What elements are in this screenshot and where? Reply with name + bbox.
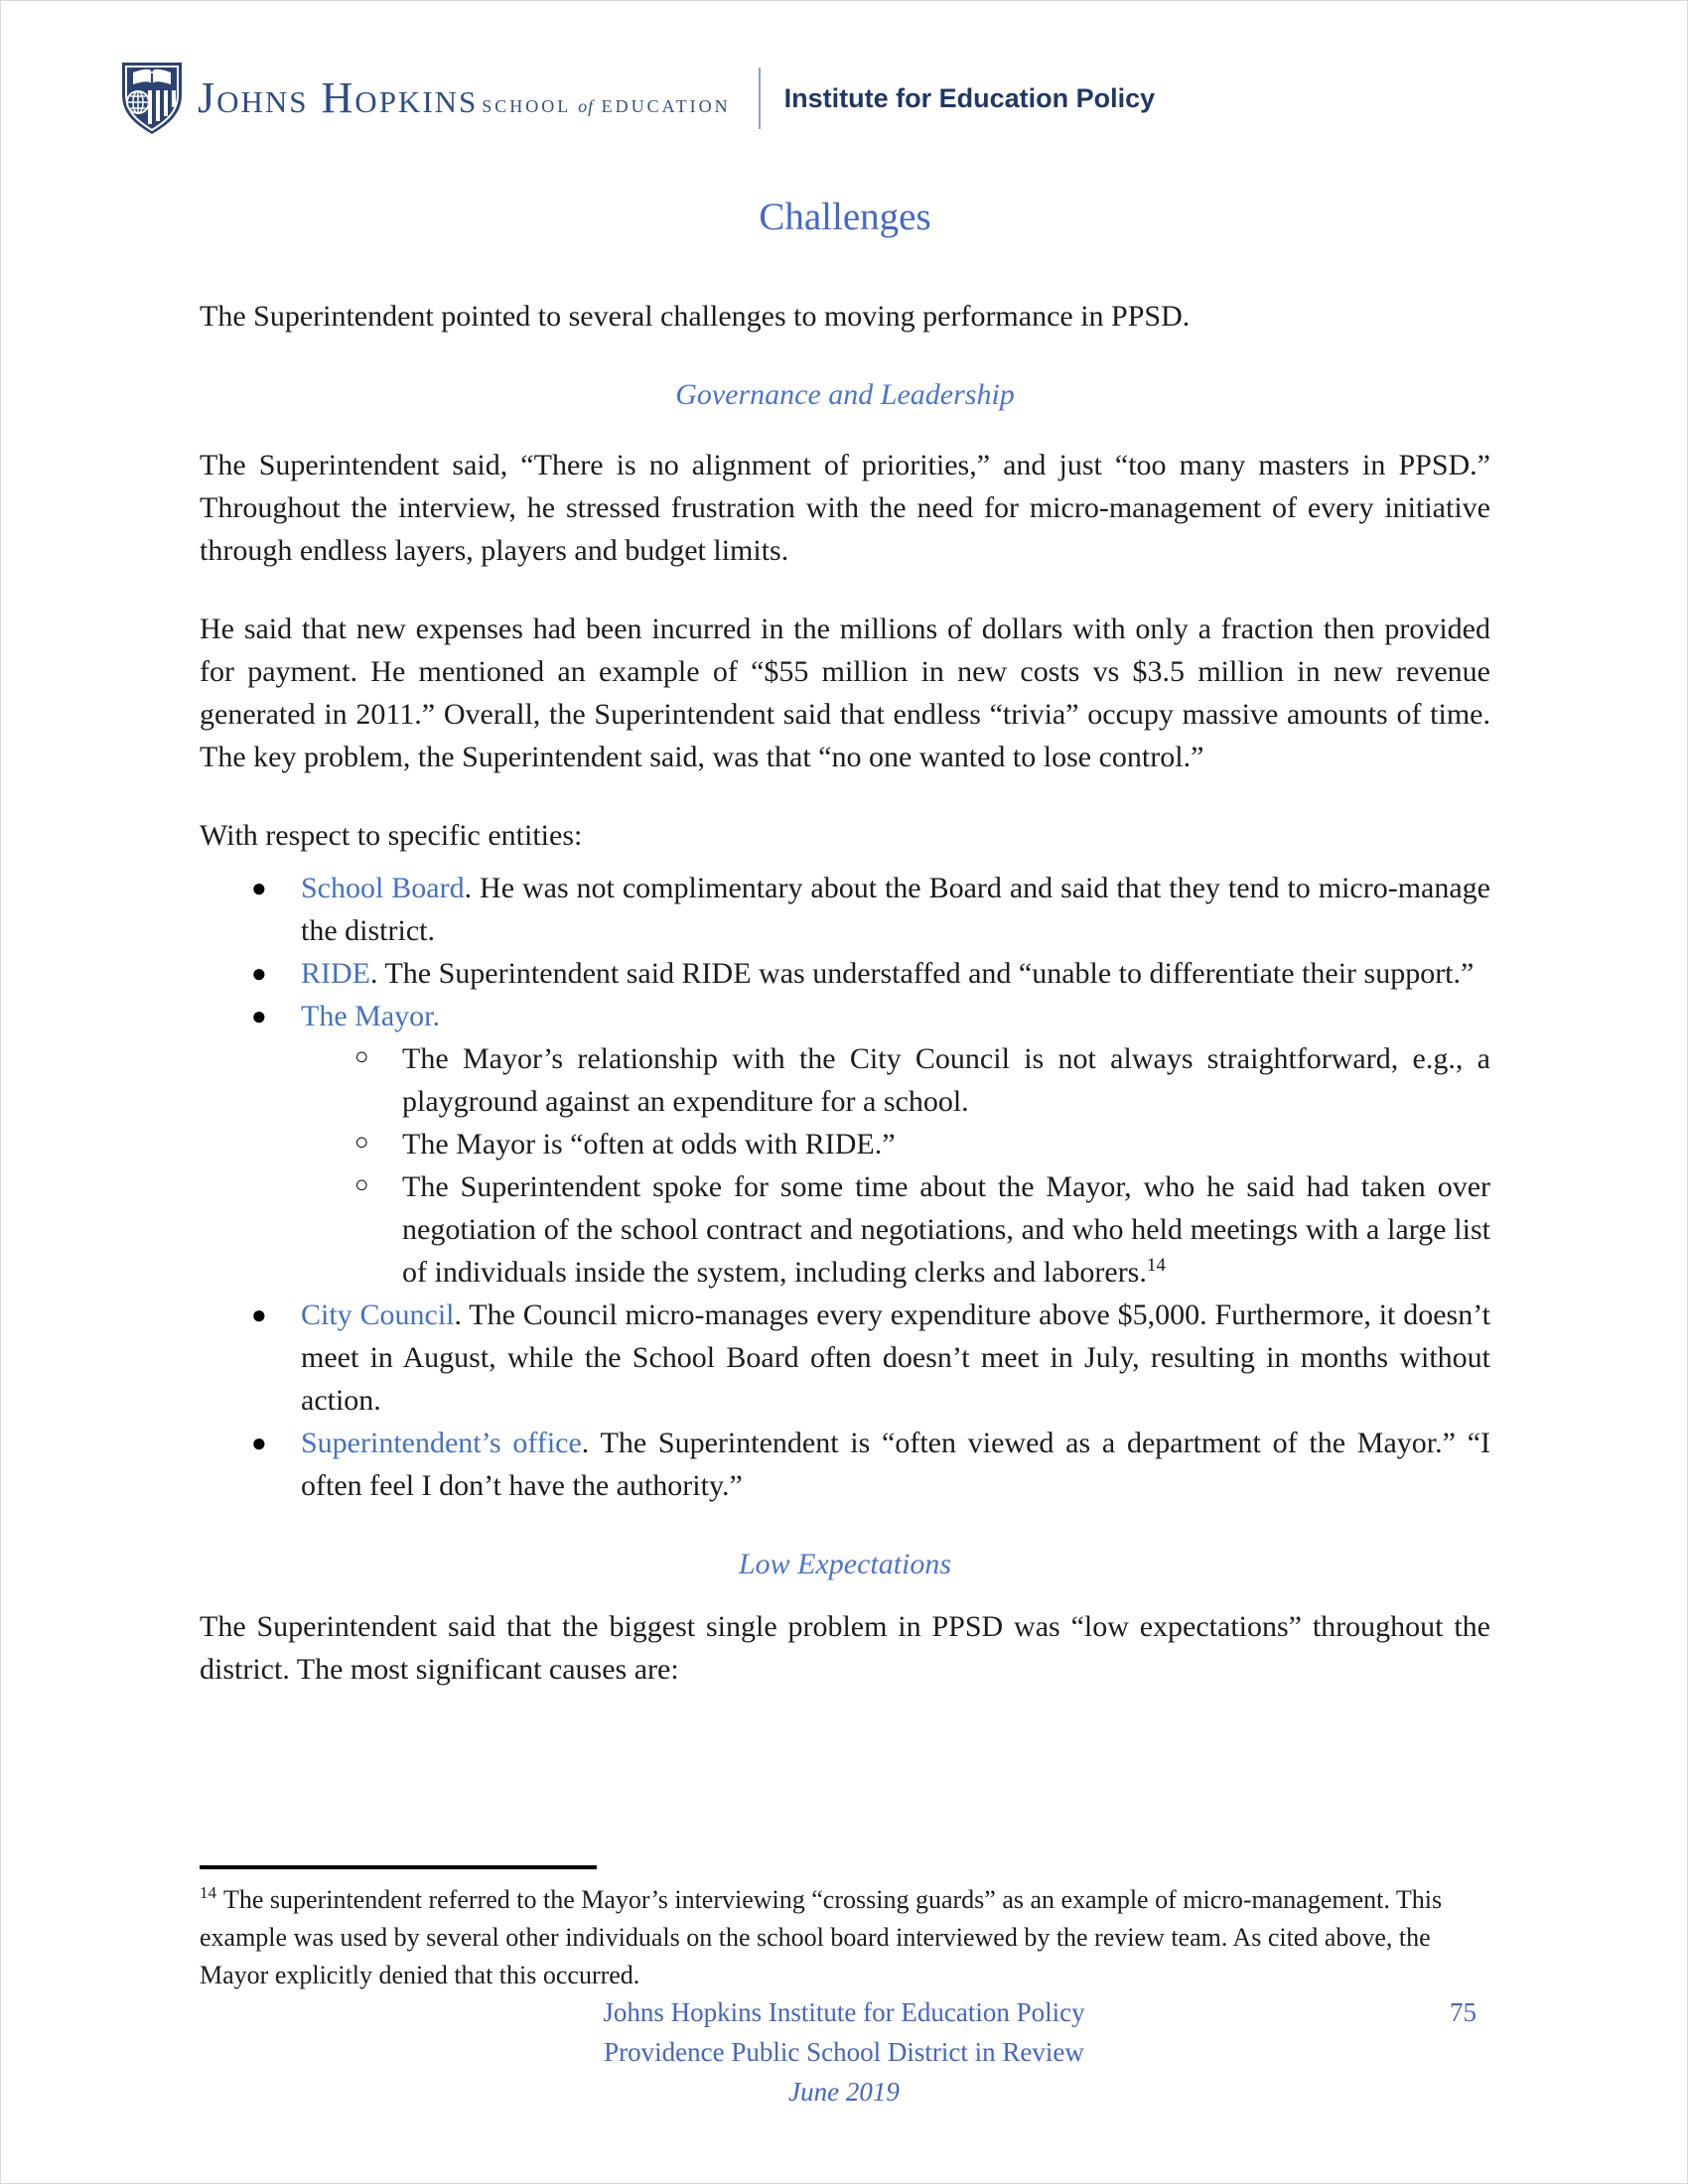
mayor-link[interactable]: The Mayor. — [301, 1000, 440, 1032]
school-board-link[interactable]: School Board — [301, 872, 465, 904]
entity-list — [200, 867, 1490, 1507]
page-footer — [1, 1992, 1687, 2112]
mayor-sublist — [301, 1037, 1490, 1294]
johns-hopkins-wordmark: Johns Hopkins — [198, 73, 479, 122]
sub-item-text: The Mayor is “often at odds with RIDE.” — [402, 1128, 896, 1160]
footer-date-line: June 2019 — [788, 2077, 900, 2107]
governance-paragraph-2: He said that new expenses had been incurred in the millions of dollars with only a fraction then provided for payment. He mentioned an example of “$55 million in new costs vs $3.5 million in new revenue generated in 2011.” Overall, the Superintendent said that endless “trivia” occupy massive amounts of time. The key problem, the Superintendent said, was that “no one wanted to lose control.” — [200, 613, 1490, 773]
ride-link[interactable]: RIDE — [301, 957, 370, 990]
circle-bullet-icon: ○ — [354, 1172, 369, 1198]
footnote-reference[interactable]: 14 — [1146, 1255, 1166, 1276]
sub-item-city-council-relationship — [354, 1037, 1490, 1123]
ride-text: . The Superintendent said RIDE was understaffed and “unable to differentiate their support.” — [370, 957, 1475, 990]
footnote-marker: 14 — [200, 1883, 216, 1903]
list-item-school-board — [251, 867, 1490, 952]
section-heading-low-expectations: Low Expectations — [738, 1548, 952, 1580]
sub-item-text: The Mayor’s relationship with the City Council is not always straightforward, e.g., a playground against an expenditure for a school. — [402, 1042, 1490, 1118]
bullet-icon: ● — [251, 1300, 267, 1329]
footnote-separator — [200, 1865, 597, 1869]
superintendents-office-text: . The Superintendent is “often viewed as a department of the Mayor.” “I often feel I don’t have the authority.” — [301, 1427, 1490, 1502]
footnote-text: The superintendent referred to the Mayor’s interviewing “crossing guards” as an example of micro-management. This example was used by several other individuals on the school board interviewed by the review team. As cited above, the Mayor explicitly denied that this occurred. — [200, 1885, 1443, 1989]
city-council-text: . The Council micro-manages every expenditure above $5,000. Furthermore, it doesn’t meet in August, while the School Board often doesn’t meet in July, resulting in months without action. — [301, 1298, 1490, 1417]
sub-item-text: The Superintendent spoke for some time about the Mayor, who he said had taken over negotiation of the school contract and negotiations, and who held meetings with a large list of individuals inside the system, including clerks and laborers. — [402, 1170, 1490, 1289]
page-content — [200, 1, 1490, 1691]
school-word: SCHOOL — [482, 96, 571, 116]
sub-item-negotiations — [354, 1165, 1490, 1294]
low-expectations-paragraph: The Superintendent said that the biggest single problem in PPSD was “low expectations” throughout the district. The most significant causes are: — [200, 1610, 1490, 1686]
sub-item-odds-with-ride — [354, 1123, 1490, 1165]
bullet-icon: ● — [251, 959, 267, 988]
superintendents-office-link[interactable]: Superintendent’s office — [301, 1427, 582, 1459]
bullet-icon: ● — [251, 1429, 267, 1457]
footer-institute-line: Johns Hopkins Institute for Education Policy — [603, 1997, 1085, 2027]
bullet-icon: ● — [251, 874, 267, 902]
of-word: of — [578, 96, 595, 116]
entities-lead-in: With respect to specific entities: — [200, 819, 583, 852]
governance-paragraph-1: The Superintendent said, “There is no alignment of priorities,” and just “too many masters in PPSD.” Throughout the interview, he stressed frustration with the need for micro-management of every initiative through endless layers, players and budget limits. — [200, 449, 1490, 567]
footer-report-line: Providence Public School District in Review — [604, 2037, 1084, 2067]
circle-bullet-icon: ○ — [354, 1044, 369, 1070]
school-board-text: . He was not complimentary about the Board and said that they tend to micro-manage the district. — [301, 872, 1490, 947]
page-number: 75 — [1450, 1997, 1477, 2027]
section-heading-governance: Governance and Leadership — [675, 378, 1015, 411]
intro-paragraph: The Superintendent pointed to several challenges to moving performance in PPSD. — [200, 300, 1191, 333]
list-item-superintendents-office — [251, 1422, 1490, 1507]
education-word: EDUCATION — [601, 96, 731, 116]
institute-label: Institute for Education Policy — [783, 82, 1156, 113]
bullet-icon: ● — [251, 1002, 267, 1030]
city-council-link[interactable]: City Council — [301, 1298, 455, 1331]
footnote-area — [200, 1865, 1490, 1994]
page-title: Challenges — [759, 196, 931, 238]
footnote-text-block — [200, 1881, 1490, 1994]
circle-bullet-icon: ○ — [354, 1130, 369, 1156]
johns-hopkins-shield-icon — [120, 61, 184, 136]
list-item-city-council — [251, 1294, 1490, 1422]
list-item-mayor — [251, 995, 1490, 1294]
list-item-ride — [251, 952, 1490, 995]
